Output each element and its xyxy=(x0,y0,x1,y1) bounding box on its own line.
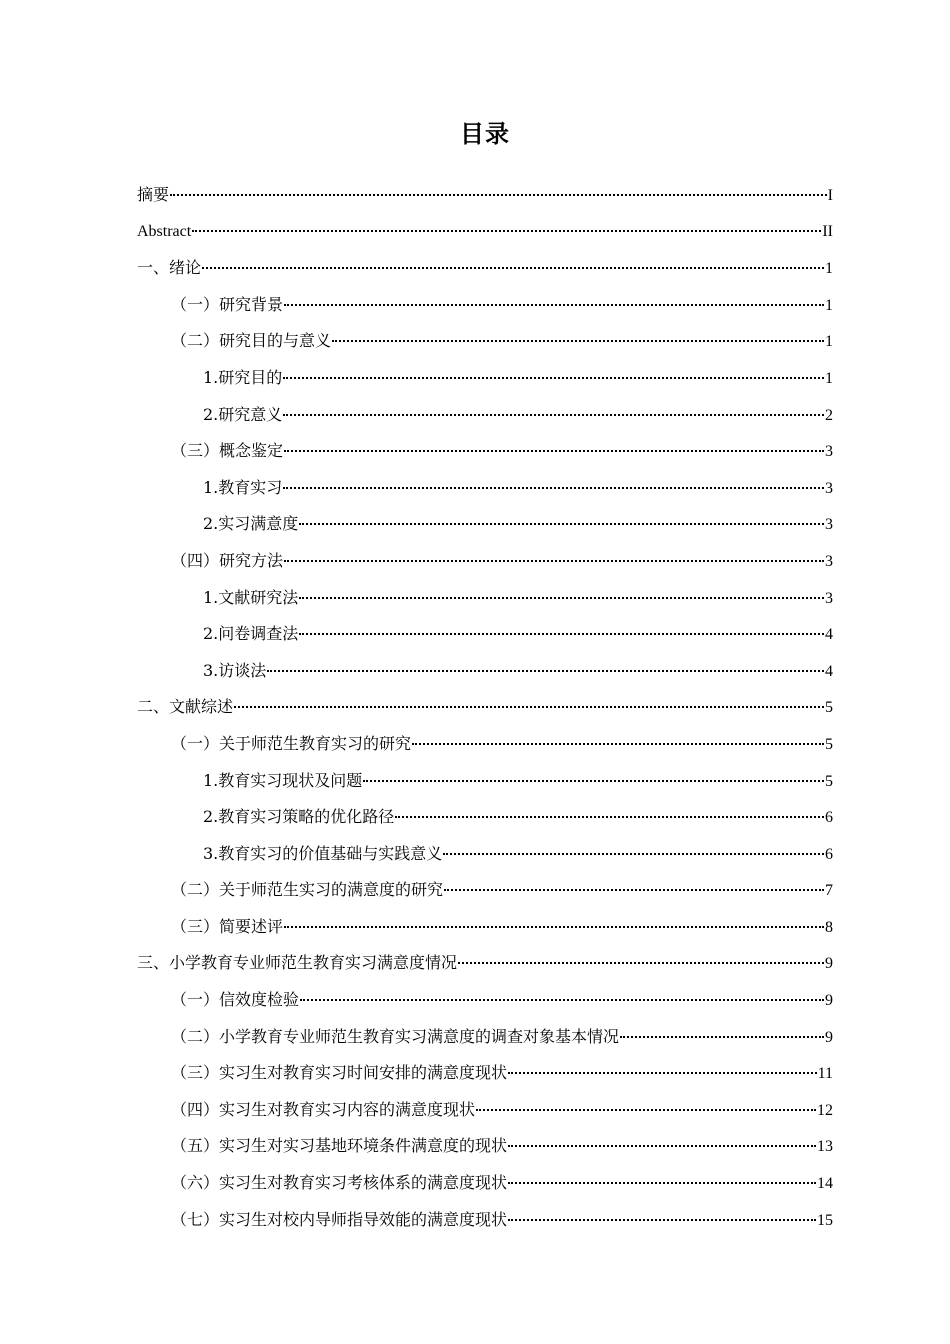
toc-entry[interactable] xyxy=(137,726,833,763)
dot-leader xyxy=(508,1129,816,1147)
toc-entry-page-number: 2 xyxy=(825,406,833,424)
dot-leader xyxy=(508,1056,817,1074)
toc-entry-page-number: 6 xyxy=(825,845,833,863)
dot-leader xyxy=(284,910,824,928)
dot-leader xyxy=(299,617,824,635)
toc-entry[interactable] xyxy=(137,506,833,543)
toc-entry[interactable] xyxy=(137,1019,833,1056)
dot-leader xyxy=(300,983,824,1001)
toc-entry-label: 三、小学教育专业师范生教育实习满意度情况 xyxy=(137,953,458,973)
toc-entry-label: 1.教育实习现状及问题 xyxy=(203,770,363,790)
dot-leader xyxy=(332,324,824,342)
toc-entry[interactable] xyxy=(137,909,833,946)
toc-entry-label: （四）实习生对教育实习内容的满意度现状 xyxy=(171,1099,476,1119)
toc-entry-label: 2.问卷调查法 xyxy=(203,624,299,644)
toc-entry-label: （二）关于师范生实习的满意度的研究 xyxy=(171,880,444,900)
toc-entry-label: （一）信效度检验 xyxy=(171,990,300,1010)
toc-entry[interactable] xyxy=(137,433,833,470)
dot-leader xyxy=(620,1020,824,1038)
dot-leader xyxy=(363,764,824,782)
toc-entry-page-number: 6 xyxy=(825,809,833,827)
dot-leader xyxy=(395,800,824,818)
toc-entry-label: 1.教育实习 xyxy=(203,477,283,497)
toc-entry-label: （三）实习生对教育实习时间安排的满意度现状 xyxy=(171,1063,508,1083)
toc-entry[interactable] xyxy=(137,397,833,434)
toc-entry[interactable] xyxy=(137,945,833,982)
toc-entry-label: 一、绪论 xyxy=(137,258,202,278)
toc-entry-label: 2.研究意义 xyxy=(203,404,283,424)
toc-entry[interactable] xyxy=(137,1055,833,1092)
dot-leader xyxy=(267,654,824,672)
toc-entry[interactable] xyxy=(137,1092,833,1129)
toc-entry-page-number: II xyxy=(822,222,833,240)
toc-entry-label: 1.文献研究法 xyxy=(203,587,299,607)
dot-leader xyxy=(283,361,824,379)
page-title: 目录 xyxy=(460,120,510,148)
toc-entry-label: （二）研究目的与意义 xyxy=(171,331,332,351)
toc-entry-page-number: 13 xyxy=(817,1138,833,1156)
toc-entry-label: （二）小学教育专业师范生教育实习满意度的调查对象基本情况 xyxy=(171,1026,620,1046)
toc-entry-label: （三）简要述评 xyxy=(171,916,284,936)
toc-entry-page-number: 15 xyxy=(817,1211,833,1229)
toc-entry[interactable] xyxy=(137,470,833,507)
toc-entry-page-number: 14 xyxy=(817,1175,833,1193)
toc-entry-label: 二、文献综述 xyxy=(137,697,234,717)
toc-entry-page-number: 3 xyxy=(825,479,833,497)
toc-entry[interactable] xyxy=(137,616,833,653)
toc-entry[interactable] xyxy=(137,177,833,214)
toc-entry-page-number: 9 xyxy=(825,992,833,1010)
dot-leader xyxy=(508,1203,816,1221)
toc-entry-label: （一）研究背景 xyxy=(171,294,284,314)
toc-entry-page-number: 1 xyxy=(825,260,833,278)
dot-leader xyxy=(444,873,824,891)
toc-entry-page-number: 11 xyxy=(817,1065,833,1083)
toc-entry[interactable] xyxy=(137,872,833,909)
table-of-contents xyxy=(137,177,833,1238)
toc-entry[interactable] xyxy=(137,250,833,287)
toc-entry-label: （七）实习生对校内导师指导效能的满意度现状 xyxy=(171,1209,508,1229)
dot-leader xyxy=(476,1093,816,1111)
toc-entry-label: 1.研究目的 xyxy=(203,367,283,387)
toc-entry[interactable] xyxy=(137,836,833,873)
toc-entry[interactable] xyxy=(137,799,833,836)
dot-leader xyxy=(234,690,824,708)
toc-entry-label: 摘要 xyxy=(137,185,170,204)
toc-entry[interactable] xyxy=(137,323,833,360)
toc-entry[interactable] xyxy=(137,543,833,580)
dot-leader xyxy=(202,251,824,269)
toc-entry-page-number: I xyxy=(827,187,833,204)
toc-entry-label: （六）实习生对教育实习考核体系的满意度现状 xyxy=(171,1173,508,1193)
toc-entry-label: 3.教育实习的价值基础与实践意义 xyxy=(203,843,443,863)
toc-entry-page-number: 5 xyxy=(825,772,833,790)
dot-leader xyxy=(299,581,824,599)
toc-entry-label: 2.实习满意度 xyxy=(203,514,299,534)
toc-entry-page-number: 3 xyxy=(825,552,833,570)
toc-entry-label: Abstract xyxy=(137,222,192,240)
toc-entry-page-number: 4 xyxy=(825,662,833,680)
toc-entry[interactable] xyxy=(137,1128,833,1165)
dot-leader xyxy=(283,471,824,489)
dot-leader xyxy=(508,1166,816,1184)
toc-entry-page-number: 1 xyxy=(825,333,833,351)
dot-leader xyxy=(412,727,824,745)
toc-entry-label: 3.访谈法 xyxy=(203,660,267,680)
toc-entry-label: （四）研究方法 xyxy=(171,550,284,570)
toc-entry[interactable] xyxy=(137,653,833,690)
toc-entry-label: （三）概念鉴定 xyxy=(171,441,284,461)
toc-entry-page-number: 3 xyxy=(825,516,833,534)
toc-entry-page-number: 1 xyxy=(825,369,833,387)
toc-entry[interactable] xyxy=(137,763,833,800)
toc-entry-page-number: 7 xyxy=(825,882,833,900)
toc-entry-page-number: 5 xyxy=(825,735,833,753)
toc-entry-page-number: 9 xyxy=(825,955,833,973)
dot-leader xyxy=(299,507,824,525)
toc-entry-label: 2.教育实习策略的优化路径 xyxy=(203,807,395,827)
toc-entry-page-number: 8 xyxy=(825,918,833,936)
toc-entry-page-number: 4 xyxy=(825,626,833,644)
toc-entry[interactable] xyxy=(137,360,833,397)
toc-entry-page-number: 3 xyxy=(825,443,833,461)
toc-entry[interactable] xyxy=(137,214,833,251)
toc-entry-page-number: 5 xyxy=(825,699,833,717)
dot-leader xyxy=(443,837,824,855)
dot-leader xyxy=(284,544,824,562)
dot-leader xyxy=(284,288,824,306)
toc-entry-page-number: 1 xyxy=(825,296,833,314)
toc-entry-label: （五）实习生对实习基地环境条件满意度的现状 xyxy=(171,1136,508,1156)
toc-entry-page-number: 9 xyxy=(825,1028,833,1046)
toc-entry[interactable] xyxy=(137,982,833,1019)
toc-entry[interactable] xyxy=(137,1202,833,1239)
toc-entry[interactable] xyxy=(137,580,833,617)
dot-leader xyxy=(192,214,821,232)
toc-entry-page-number: 12 xyxy=(817,1101,833,1119)
dot-leader xyxy=(170,178,827,196)
toc-entry[interactable] xyxy=(137,1165,833,1202)
toc-entry[interactable] xyxy=(137,689,833,726)
dot-leader xyxy=(458,946,824,964)
dot-leader xyxy=(284,434,824,452)
toc-entry-label: （一）关于师范生教育实习的研究 xyxy=(171,733,412,753)
toc-entry[interactable] xyxy=(137,287,833,324)
toc-entry-page-number: 3 xyxy=(825,589,833,607)
dot-leader xyxy=(283,398,824,416)
